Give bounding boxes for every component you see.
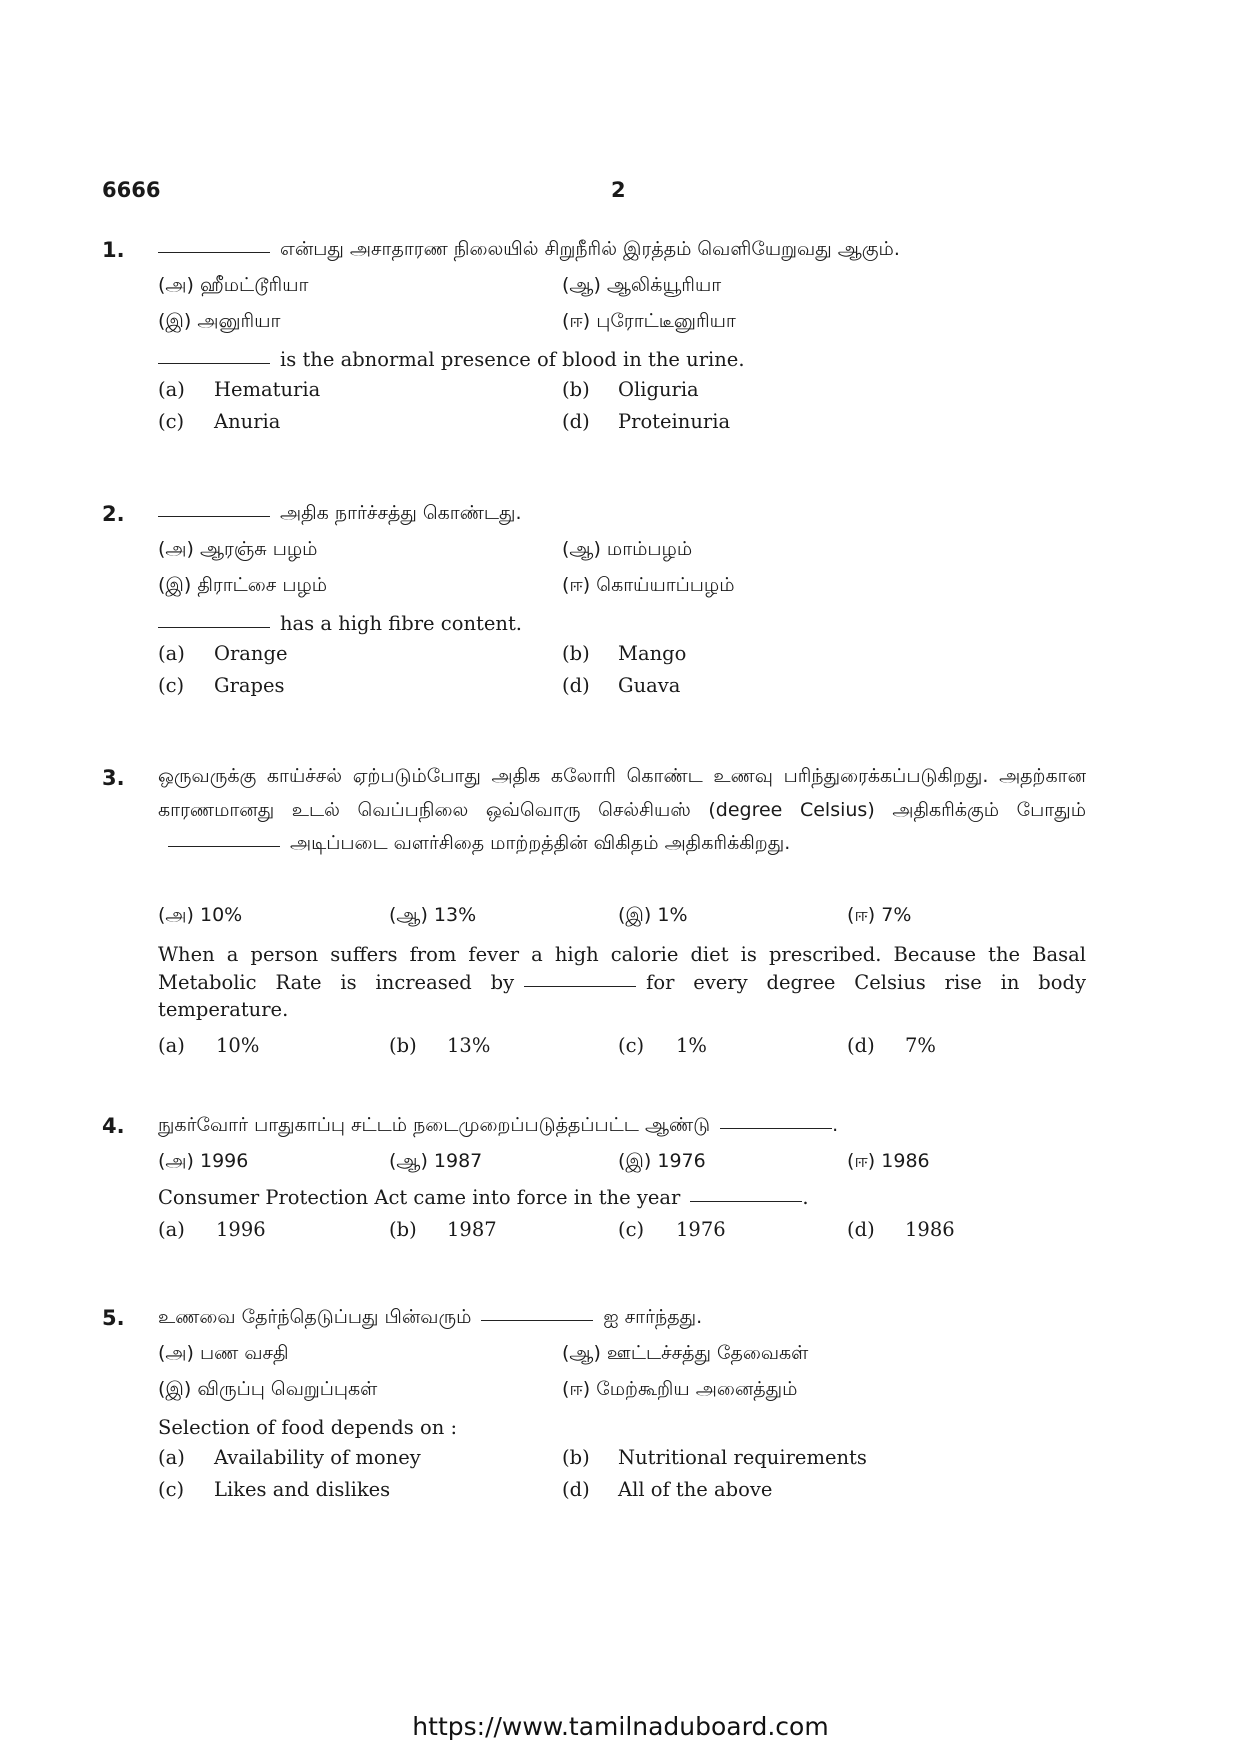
option-ta-b: (ஆ) ஊட்டச்சத்து தேவைகள் <box>562 1342 809 1364</box>
option-ta-b: (ஆ) 13% <box>389 904 477 926</box>
option-ta-c: (இ) திராட்சை பழம் <box>158 574 328 596</box>
option-en-b: (b) 1987 <box>389 1218 497 1241</box>
question-number: 4. <box>102 1114 125 1138</box>
option-ta-a: (அ) ஆரஞ்சு பழம் <box>158 538 318 560</box>
option-en-c: (c) Likes and dislikes <box>158 1478 391 1501</box>
question-text-english: Consumer Protection Act came into force in the year . <box>158 1186 809 1209</box>
option-en-b: (b) 13% <box>389 1034 491 1057</box>
option-ta-b: (ஆ) மாம்பழம் <box>562 538 693 560</box>
option-en-b: (b) Nutritional requirements <box>562 1446 867 1469</box>
answer-blank <box>158 516 270 517</box>
question-text-english: When a person suffers from fever a high calorie diet is prescribed. Because the Basal Metabolic Rate is increased by for every degree Celsius rise in body temperature. <box>158 943 1086 1021</box>
question-text-tamil: நுகர்வோர் பாதுகாப்பு சட்டம் நடைமுறைப்படுத்தப்பட்ட ஆண்டு . <box>158 1114 839 1136</box>
option-ta-a: (அ) பண வசதி <box>158 1342 289 1364</box>
option-en-d: (d) 1986 <box>847 1218 955 1241</box>
question-number: 3. <box>102 766 125 790</box>
answer-blank <box>481 1320 593 1321</box>
option-en-c: (c) Anuria <box>158 410 281 433</box>
question-text-english: Selection of food depends on : <box>158 1416 458 1439</box>
question-text-tamil: உணவை தேர்ந்தெடுப்பது பின்வரும் ஐ சார்ந்தது. <box>158 1306 703 1328</box>
option-en-d: (d) Proteinuria <box>562 410 731 433</box>
option-ta-c: (இ) 1976 <box>618 1150 706 1172</box>
option-en-b: (b) Mango <box>562 642 687 665</box>
option-en-d: (d) All of the above <box>562 1478 773 1501</box>
question-number: 5. <box>102 1306 125 1330</box>
question-text-english: is the abnormal presence of blood in the urine. <box>158 348 745 371</box>
option-en-c: (c) Grapes <box>158 674 285 697</box>
question-number: 1. <box>102 238 125 262</box>
answer-blank <box>158 363 270 364</box>
option-en-a: (a) 10% <box>158 1034 260 1057</box>
answer-blank <box>168 846 280 847</box>
option-ta-b: (ஆ) ஆலிக்யூரியா <box>562 274 722 296</box>
answer-blank <box>524 986 636 987</box>
answer-blank <box>690 1201 802 1202</box>
answer-blank <box>720 1128 832 1129</box>
answer-blank <box>158 627 270 628</box>
option-ta-c: (இ) 1% <box>618 904 688 926</box>
option-en-d: (d) 7% <box>847 1034 936 1057</box>
option-ta-d: (ஈ) கொய்யாப்பழம் <box>562 574 735 596</box>
question-text-english: has a high fibre content. <box>158 612 522 635</box>
option-en-b: (b) Oliguria <box>562 378 699 401</box>
option-en-c: (c) 1% <box>618 1034 707 1057</box>
option-en-a: (a) Availability of money <box>158 1446 421 1469</box>
option-ta-a: (அ) ஹீமட்டூரியா <box>158 274 309 296</box>
question-text-tamil: அதிக நார்ச்சத்து கொண்டது. <box>158 502 522 527</box>
option-en-a: (a) 1996 <box>158 1218 266 1241</box>
option-ta-d: (ஈ) 7% <box>847 904 912 926</box>
option-en-c: (c) 1976 <box>618 1218 726 1241</box>
option-ta-d: (ஈ) புரோட்டீனுரியா <box>562 310 736 332</box>
question-number: 2. <box>102 502 125 526</box>
option-ta-c: (இ) அனுரியா <box>158 310 281 332</box>
option-ta-d: (ஈ) 1986 <box>847 1150 930 1172</box>
option-en-d: (d) Guava <box>562 674 681 697</box>
question-text-tamil: ஒருவருக்கு காய்ச்சல் ஏற்படும்போது அதிக கலோரி கொண்ட உணவு பரிந்துரைக்கப்படுகிறது. அதற்கான காரணமானது உடல் வெப்பநிலை ஒவ்வொரு செல்சியஸ் (degree Celsius) அதிகரிக்கும் போதும்அடிப்படை வளர்சிதை மாற்றத்தின் விகிதம் அதிகரிக்கிறது. <box>158 765 1086 854</box>
option-en-a: (a) Orange <box>158 642 288 665</box>
option-ta-a: (அ) 1996 <box>158 1150 249 1172</box>
option-ta-c: (இ) விருப்பு வெறுப்புகள் <box>158 1378 378 1400</box>
page-number: 2 <box>611 178 626 202</box>
option-ta-b: (ஆ) 1987 <box>389 1150 483 1172</box>
option-en-a: (a) Hematuria <box>158 378 321 401</box>
option-ta-d: (ஈ) மேற்கூறிய அனைத்தும் <box>562 1378 798 1400</box>
answer-blank <box>158 252 270 253</box>
paper-code: 6666 <box>102 178 161 202</box>
footer-url[interactable]: https://www.tamilnaduboard.com <box>412 1712 829 1741</box>
question-text-tamil: என்பது அசாதாரண நிலையில் சிறுநீரில் இரத்தம் வெளியேறுவது ஆகும். <box>158 238 900 263</box>
option-ta-a: (அ) 10% <box>158 904 243 926</box>
